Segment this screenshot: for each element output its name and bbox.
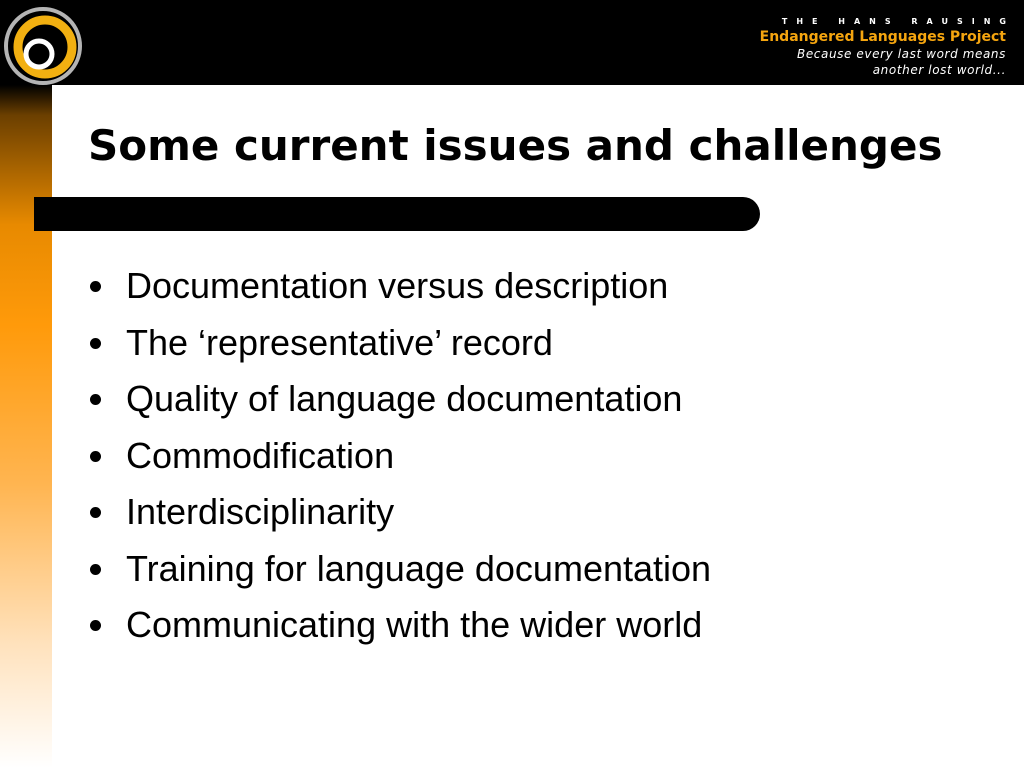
bullet-text: Communicating with the wider world (126, 604, 703, 645)
bullet-item (86, 428, 711, 485)
bullet-text: Documentation versus description (126, 265, 669, 306)
project-tagline (746, 16, 1015, 78)
bullet-text: Commodification (126, 434, 395, 476)
title-underline-bar (34, 197, 760, 231)
bullet-text: Quality of language documentation (126, 378, 683, 419)
motto-line-1: Because every last word means (796, 47, 1006, 61)
bullet-item (86, 597, 711, 654)
bullet-item (86, 484, 711, 541)
bullet-dot-icon (90, 281, 101, 292)
bullet-item (86, 541, 711, 598)
bullet-text: Interdisciplinarity (126, 491, 395, 532)
left-gradient-band (0, 85, 52, 768)
bullet-dot-icon (90, 507, 101, 518)
bullet-text: The ‘representative’ record (126, 321, 553, 363)
bullet-dot-icon (90, 394, 101, 405)
motto-line-2: another lost world... (872, 63, 1006, 77)
bullet-list (86, 258, 711, 654)
slide-title: Some current issues and challenges (88, 121, 943, 170)
org-small-caps: THE HANS RAUSING (781, 17, 1015, 26)
bullet-dot-icon (90, 564, 101, 575)
bullet-dot-icon (90, 451, 101, 462)
bullet-item (86, 258, 711, 315)
org-name: Endangered Languages Project (759, 29, 1006, 45)
bullet-dot-icon (90, 620, 101, 631)
bullet-text: Training for language documentation (126, 547, 712, 589)
bullet-item (86, 315, 711, 372)
bullet-item (86, 371, 711, 428)
elp-logo-icon (3, 2, 83, 90)
bullet-dot-icon (90, 338, 101, 349)
